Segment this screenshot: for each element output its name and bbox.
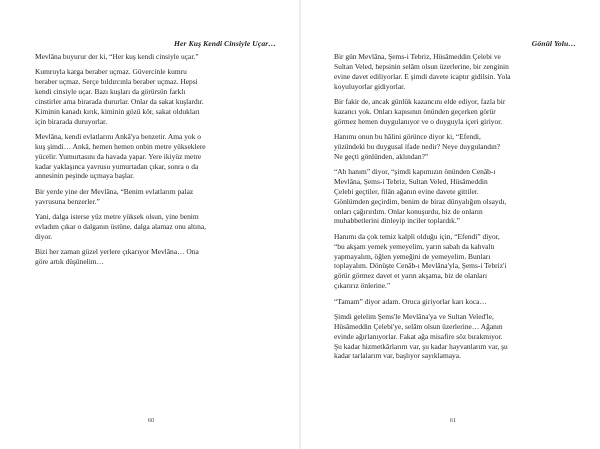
text-line: cinstirler ama birarada dururlar. Onlar da sakat kuşlardır.: [35, 96, 204, 106]
text-line: Şimdi gelelim Şems'le Mevlâna'ya ve Sultan Veled'le,: [334, 311, 494, 321]
left-paragraph: [35, 67, 276, 126]
text-line: Bir fakir de, ancak günlük kazancını elde ediyor, fazla bir: [334, 96, 506, 106]
left-paragraph: [35, 212, 276, 242]
text-line: Çelebi geçtiler, filân ağanın evine davete gittiler.: [334, 186, 479, 196]
text-line: Kiminin kanadı kırık, kiminin gözü kör, sakat oldukları: [35, 106, 200, 116]
left-paragraph: [35, 132, 276, 181]
text-line: beraber uçmaz. Serçe bıldırcınla beraber uçmaz. Hepsi: [35, 77, 198, 87]
text-line: yapmayalım, öğlen yemeğini de yemeyelim. Bunları: [334, 251, 491, 261]
text-line: “Ah hanım” diyor, “şimdi kapımızın önünden Cenâb-ı: [334, 167, 496, 177]
right-paragraph: [334, 97, 576, 127]
text-line: Ne geçti gönlünden, aklından?”: [334, 151, 429, 161]
text-line: Mevlâna, kendi evlatlarını Ankâ'ya benzetir. Ama yok o: [35, 132, 201, 142]
text-line: kadar tarlalarım var, başlıyor sayıklamaya.: [334, 351, 461, 361]
left-paragraph: [35, 247, 276, 267]
right-running-header: Gönül Yolu…: [531, 39, 576, 48]
text-line: toplayalım. Dönüşte Cenâb-ı Mevlâna'yla, Şems-i Tebriz'i: [334, 261, 507, 271]
text-line: koyuluyorlar gidiyorlar.: [334, 81, 406, 91]
text-line: onları çağırırdım. Onlar konuşurdu, biz de onların: [334, 206, 483, 216]
right-paragraph: [334, 297, 576, 307]
left-page-number: 60: [147, 417, 155, 424]
text-line: Bir gün Mevlâna, Şems-i Tebriz, Hüsâmeddin Çelebi ve: [334, 52, 501, 61]
text-line: görür görmez davet et yarın akşama, biz de olanları: [334, 271, 488, 281]
left-running-header: Her Kuş Kendi Cinsiyle Uçar…: [174, 39, 276, 48]
text-line: Sultan Veled, hepsinin selâm olsun üzerlerine, bir zenginin: [334, 61, 509, 71]
text-line: Mevlâna buyurur der ki, “Her kuş kendi cinsiyle uçar.”: [35, 52, 199, 61]
left-paragraph: [35, 187, 276, 207]
text-line: “bu akşam yemek yemeyelim, yarın sabah da kahvaltı: [334, 241, 495, 251]
text-line: Mevlâna, Şems-i Tebriz, Sultan Veled, Hüsâmeddin: [334, 177, 488, 187]
text-line: evine davet ediliyorlar. E şimdi davete icaptır gidilsin. Yola: [334, 71, 511, 81]
text-line: için birarada duruyorlar.: [35, 116, 108, 126]
text-line: “Tamam” diyor adam. Oruca giriyorlar karı koca…: [334, 296, 487, 306]
text-line: Hüsâmeddin Çelebi'ye, selâm olsun üzerlerine… Ağanın: [334, 321, 503, 331]
text-line: evladım çıkar o dalganın üstüne, dalga alamaz onu altına,: [35, 222, 207, 232]
right-paragraph: [334, 132, 576, 162]
text-line: diyor.: [35, 231, 53, 241]
text-line: Hanımı onun bu hâlini görünce diyor ki, “Efendi,: [334, 132, 481, 142]
text-line: yüzündeki bu duygusal ifade nedir? Neye duygulandın?: [334, 141, 501, 151]
text-line: Yani, dalga isterse yüz metre yüksek olsun, yine benim: [35, 212, 199, 222]
text-line: yavrusuna benzerler.”: [35, 196, 100, 206]
right-paragraph: [334, 312, 576, 361]
right-paragraph: [334, 52, 576, 91]
text-line: muhabbetlerini dinleyip inciler toplardık.”: [334, 216, 460, 226]
text-line: kadar yaklaşınca yavrusu yumurtadan çıkar, sonra o da: [35, 161, 199, 171]
text-line: göre artık düşünelim…: [35, 257, 104, 267]
text-line: evinde ağırlanıyorlar. Fakat ağa misafire söz bırakmıyor.: [334, 331, 503, 341]
text-line: Hanımı da çok temiz kalpli olduğu için, “Efendi” diyor,: [334, 231, 500, 241]
text-line: kendi cinsiyle uçar. Bazı kuşları da görürsün farklı: [35, 87, 186, 97]
right-page-number: 61: [449, 417, 457, 424]
right-page: [300, 0, 600, 449]
text-line: kazancı yok. Onları kapısının önünden geçerken görür: [334, 106, 496, 116]
text-line: görmez hemen duygulanıyor ve o duyguyla içeri giriyor.: [334, 116, 503, 126]
left-body: [35, 52, 276, 267]
text-line: Kumruyla karga beraber uçmaz. Güvercinle kumru: [35, 67, 187, 77]
right-paragraph: [334, 232, 576, 291]
text-line: Gönlümden geçirdim, benim de biraz dünyalığım olsaydı,: [334, 196, 507, 206]
text-line: kuş şimdi… Ankâ, hemen hemen onbin metre yükseklere: [35, 141, 206, 151]
text-line: yücelir. Yumurtasını da havada yapar. Yere ikiyüz metre: [35, 151, 202, 161]
text-line: Bir yerde yine der Mevlâna, “Benim evlatlarım palaz: [35, 186, 194, 196]
text-line: annesinin peşinde uçmaya başlar.: [35, 171, 135, 181]
text-line: Bizi her zaman güzel yerlere çıkarıyor Mevlâna… Ona: [35, 247, 199, 257]
text-line: çıkarırız önlerine.”: [334, 281, 391, 291]
right-paragraph: [334, 167, 576, 226]
right-body: [334, 52, 576, 361]
text-line: Şu kadar hizmetkârlarım var, şu kadar hayvanlarım var, şu: [334, 341, 508, 351]
left-paragraph: [35, 52, 276, 62]
